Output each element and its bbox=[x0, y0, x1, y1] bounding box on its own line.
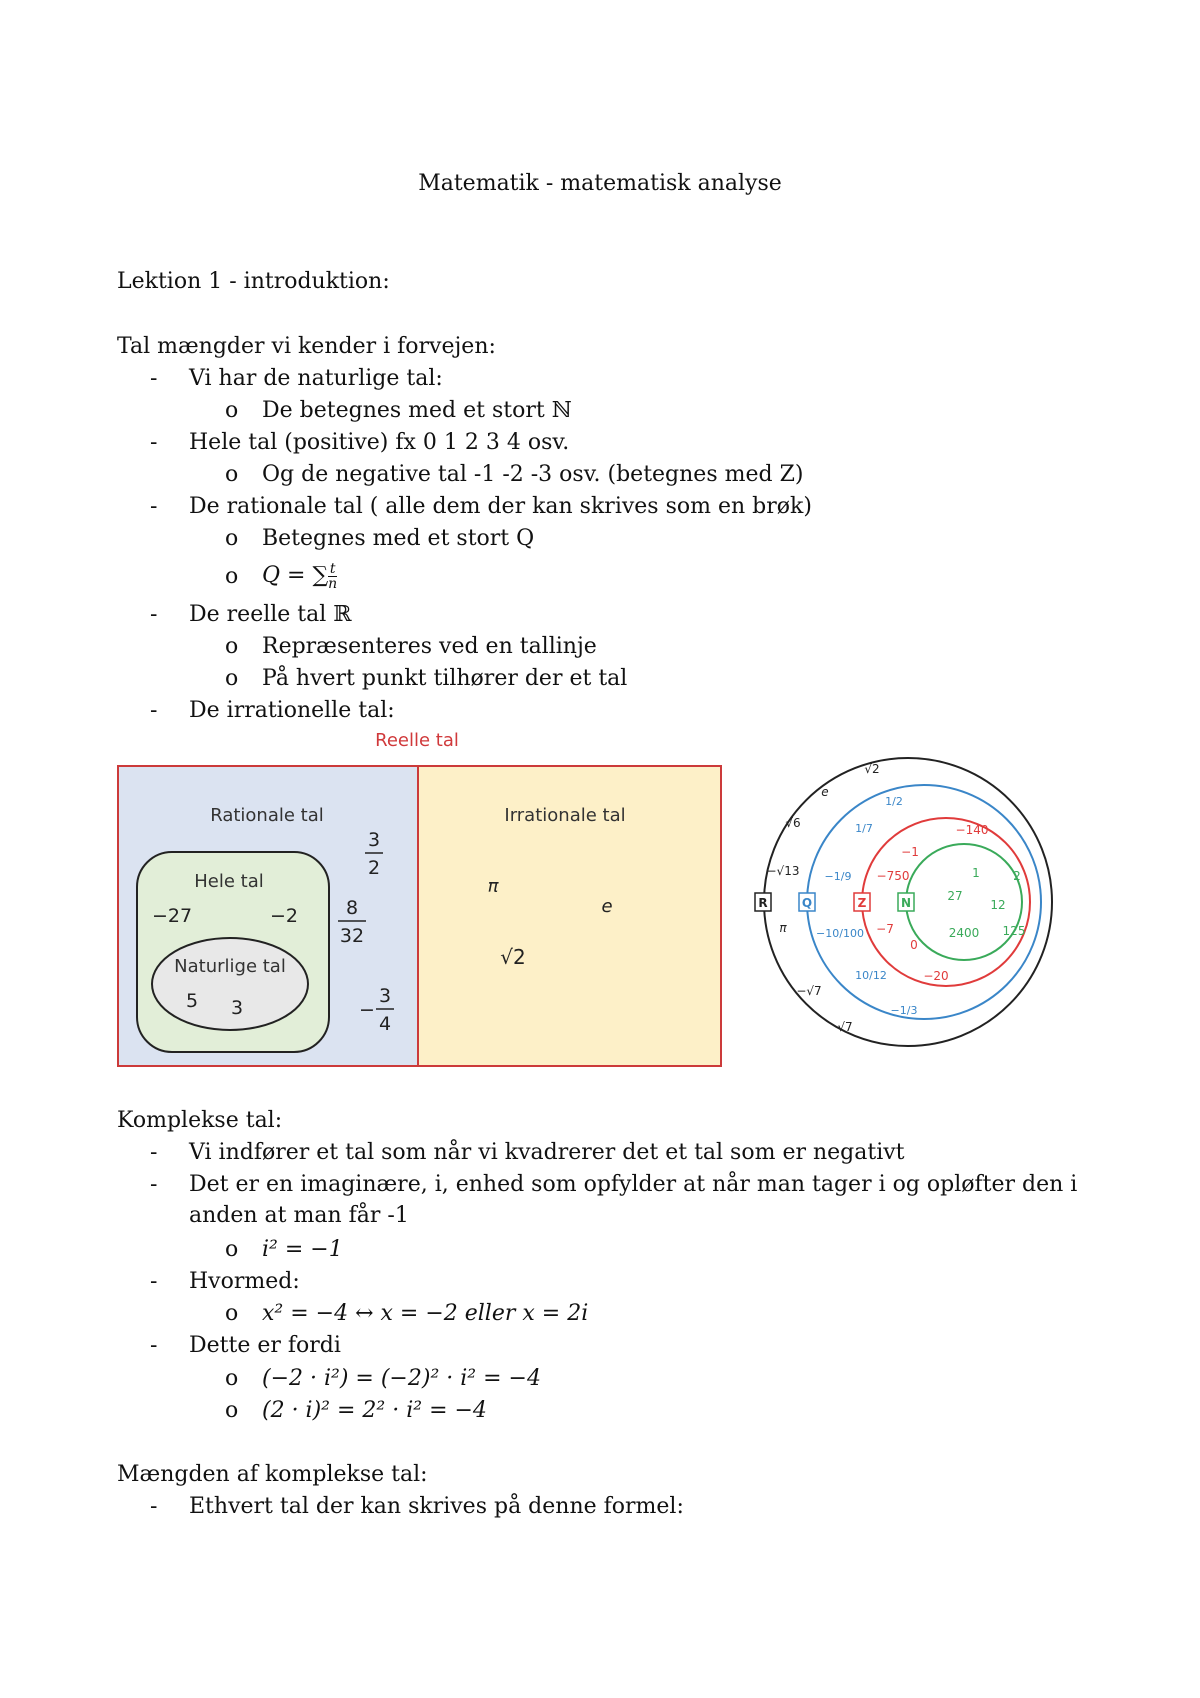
venn-title: Reelle tal bbox=[375, 732, 459, 751]
real-value: −√13 bbox=[766, 864, 800, 878]
rational-value: 1/7 bbox=[855, 822, 873, 835]
list-item: De irrationelle tal: bbox=[189, 698, 395, 723]
number-sets-venn-diagram bbox=[117, 732, 727, 1072]
dash-bullet: - bbox=[150, 366, 158, 391]
natural-value: 27 bbox=[947, 889, 963, 903]
set-label-n: N bbox=[900, 896, 912, 910]
list-item: Det er en imaginære, i, enhed som opfylder at når man tager i og opløfter den i bbox=[189, 1172, 1078, 1197]
set-label-r: R bbox=[758, 896, 768, 910]
real-value: √6 bbox=[785, 816, 801, 830]
integer-value: −1 bbox=[901, 845, 919, 859]
real-value: π bbox=[779, 921, 787, 935]
fraction-numerator: 3 bbox=[378, 985, 392, 1007]
natural-value: 5 bbox=[185, 990, 199, 1012]
list-item: Og de negative tal -1 -2 -3 osv. (betegnes med Z) bbox=[262, 462, 804, 487]
section-heading-number-sets: Tal mængder vi kender i forvejen: bbox=[117, 334, 496, 359]
list-item: På hvert punkt tilhører der et tal bbox=[262, 666, 628, 691]
whole-label: Hele tal bbox=[194, 871, 264, 892]
circle-bullet: o bbox=[225, 1237, 239, 1262]
formula: i² = −1 bbox=[262, 1237, 343, 1262]
integer-value: −140 bbox=[955, 823, 989, 837]
dash-bullet: - bbox=[150, 1269, 158, 1294]
circle-bullet: o bbox=[225, 462, 239, 487]
real-value: √7 bbox=[837, 1020, 853, 1034]
list-item: Dette er fordi bbox=[189, 1333, 341, 1358]
rational-value: −1/9 bbox=[824, 870, 852, 883]
natural-value: 1 bbox=[972, 866, 980, 880]
list-item: De rationale tal ( alle dem der kan skrives som en brøk) bbox=[189, 494, 812, 519]
list-item: Ethvert tal der kan skrives på denne formel: bbox=[189, 1494, 684, 1519]
rational-label: Rationale tal bbox=[210, 805, 324, 826]
circle-bullet: o bbox=[225, 1366, 239, 1391]
rational-value: 1/2 bbox=[885, 795, 903, 808]
rational-value: −10/100 bbox=[816, 927, 864, 940]
natural-value: 2400 bbox=[948, 926, 980, 940]
lesson-heading: Lektion 1 - introduktion: bbox=[117, 269, 390, 294]
set-label-z: Z bbox=[857, 896, 867, 910]
fraction-denominator: 32 bbox=[339, 925, 365, 947]
formula: (2 · i)² = 2² · i² = −4 bbox=[262, 1398, 487, 1423]
natural-value: 3 bbox=[230, 997, 244, 1019]
set-label-q: Q bbox=[801, 896, 813, 910]
dash-bullet: - bbox=[150, 1494, 158, 1519]
rational-value: 10/12 bbox=[855, 969, 887, 982]
circle-bullet: o bbox=[225, 398, 239, 423]
integer-value: −7 bbox=[876, 922, 894, 936]
natural-value: 125 bbox=[1002, 924, 1026, 938]
circle-bullet: o bbox=[225, 564, 239, 589]
page-title: Matematik - matematisk analyse bbox=[418, 171, 782, 196]
list-item: Vi indfører et tal som når vi kvadrerer det et tal som er negativt bbox=[189, 1140, 905, 1165]
dash-bullet: - bbox=[150, 494, 158, 519]
circle-bullet: o bbox=[225, 634, 239, 659]
rational-value: −1/3 bbox=[890, 1004, 918, 1017]
list-item: Repræsenteres ved en tallinje bbox=[262, 634, 597, 659]
fraction-denominator: 2 bbox=[367, 857, 381, 879]
circle-bullet: o bbox=[225, 666, 239, 691]
fraction-sign: − bbox=[359, 999, 375, 1021]
list-item: Vi har de naturlige tal: bbox=[189, 366, 443, 391]
fraction-numerator: 8 bbox=[345, 897, 359, 919]
dash-bullet: - bbox=[150, 602, 158, 627]
dash-bullet: - bbox=[150, 1333, 158, 1358]
list-item: De betegnes med et stort ℕ bbox=[262, 398, 572, 423]
real-value: √2 bbox=[864, 762, 880, 776]
irrational-value-sqrt2: √2 bbox=[500, 945, 526, 969]
fraction-numerator: 3 bbox=[367, 829, 381, 851]
integer-value: −20 bbox=[923, 969, 949, 983]
irrational-value-e: e bbox=[601, 896, 613, 917]
natural-label: Naturlige tal bbox=[174, 956, 286, 977]
circle-bullet: o bbox=[225, 1301, 239, 1326]
irrational-value-pi: π bbox=[487, 876, 499, 897]
dash-bullet: - bbox=[150, 430, 158, 455]
dash-bullet: - bbox=[150, 698, 158, 723]
natural-value: 2 bbox=[1013, 869, 1021, 883]
section-heading-complex-set: Mængden af komplekse tal: bbox=[117, 1462, 428, 1487]
whole-value: −2 bbox=[269, 905, 299, 927]
dash-bullet: - bbox=[150, 1172, 158, 1197]
formula: (−2 · i²) = (−2)² · i² = −4 bbox=[262, 1366, 541, 1391]
fraction-denominator: 4 bbox=[378, 1013, 392, 1035]
list-item: Hvormed: bbox=[189, 1269, 300, 1294]
dash-bullet: - bbox=[150, 1140, 158, 1165]
circle-bullet: o bbox=[225, 1398, 239, 1423]
real-value: −√7 bbox=[796, 984, 822, 998]
formula: x² = −4 ↔ x = −2 eller x = 2i bbox=[262, 1301, 589, 1326]
section-heading-complex: Komplekse tal: bbox=[117, 1108, 283, 1133]
integer-value: −750 bbox=[876, 869, 910, 883]
list-item: Betegnes med et stort Q bbox=[262, 526, 535, 551]
nested-number-sets-circles bbox=[734, 752, 1086, 1052]
integer-value: 0 bbox=[910, 938, 918, 952]
list-item-continuation: anden at man får -1 bbox=[189, 1203, 409, 1228]
list-item: Hele tal (positive) fx 0 1 2 3 4 osv. bbox=[189, 430, 570, 455]
irrational-label: Irrationale tal bbox=[504, 805, 626, 826]
circle-bullet: o bbox=[225, 526, 239, 551]
q-sum-formula: Q = ∑ $\frac{t}{n}$ bbox=[262, 560, 338, 592]
natural-value: 12 bbox=[990, 898, 1006, 912]
list-item: De reelle tal ℝ bbox=[189, 602, 352, 627]
whole-value: −27 bbox=[151, 905, 193, 927]
real-value: e bbox=[821, 785, 829, 799]
